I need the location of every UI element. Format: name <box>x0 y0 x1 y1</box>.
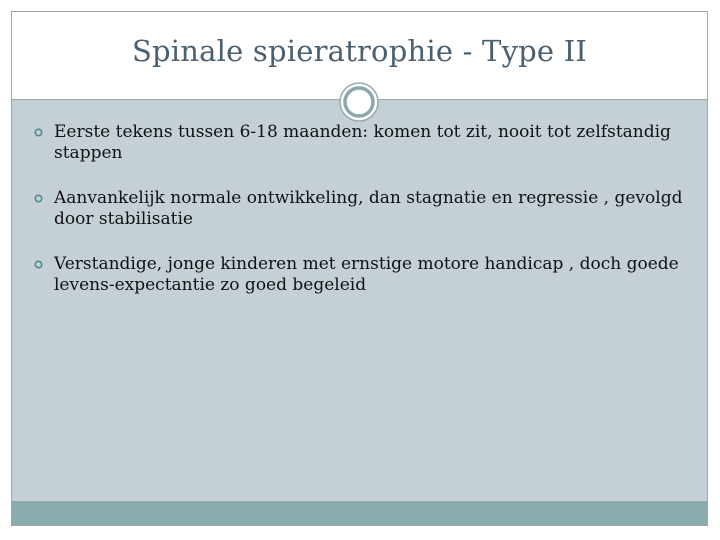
ring-icon <box>338 81 380 123</box>
footer-band <box>12 501 707 525</box>
bullet-text: Verstandige, jonge kinderen met ernstige motore handicap , doch goede levens-expectantie zo goed begeleid <box>54 254 679 295</box>
bullet-text: Eerste tekens tussen 6-18 maanden: komen tot zit, nooit tot zelfstandig stappen <box>54 122 671 163</box>
bullet-list <box>28 122 696 320</box>
bullet-item <box>28 122 696 164</box>
hollow-circle-bullet-icon <box>34 194 43 203</box>
hollow-circle-bullet-icon <box>34 128 43 137</box>
bullet-text: Aanvankelijk normale ontwikkeling, dan stagnatie en regressie , gevolgd door stabilisatie <box>54 188 683 229</box>
bullet-item <box>28 254 696 296</box>
slide-title: Spinale spieratrophie - Type II <box>131 34 588 68</box>
bullet-item <box>28 188 696 230</box>
hollow-circle-bullet-icon <box>34 260 43 269</box>
slide <box>11 11 708 526</box>
